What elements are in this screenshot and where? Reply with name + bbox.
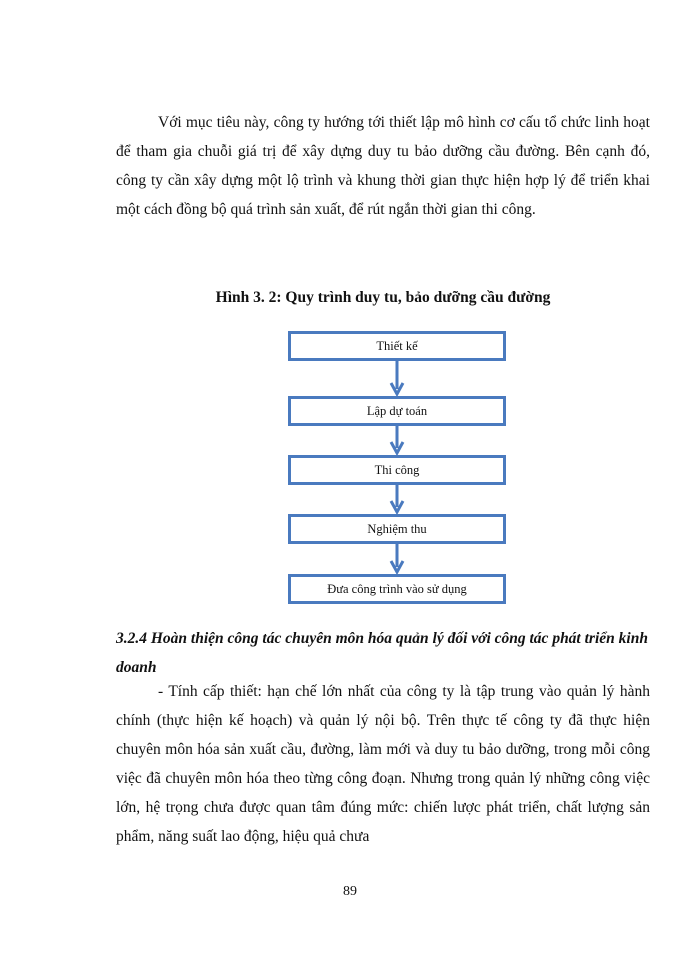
flow-arrow-3 bbox=[389, 485, 405, 514]
flow-arrow-4 bbox=[389, 544, 405, 574]
flow-arrow-2 bbox=[389, 426, 405, 455]
flow-step-design: Thiết kế bbox=[288, 331, 506, 361]
flow-step-estimate: Lập dự toán bbox=[288, 396, 506, 426]
body-paragraph: - Tính cấp thiết: hạn chế lớn nhất của công ty là tập trung vào quản lý hành chính (thực hiện kế hoạch) và quản lý nội bộ. Trên thực tế công ty đã thực hiện chuyên môn hóa sản xuất cầu, đường, làm mới và duy tu bảo dưỡng, trong mỗi công việc đã chuyên môn hóa theo từng công đoạn. Nhưng trong quản lý những công việc lớn, hệ trọng chưa được quan tâm đúng mức: chiến lược phát triển, chất lượng sản phẩm, năng suất lao động, hiệu quả chưa bbox=[116, 683, 650, 845]
section-heading: 3.2.4 Hoàn thiện công tác chuyên môn hóa quản lý đối với công tác phát triển kinh doanh bbox=[116, 630, 648, 676]
intro-paragraph: Với mục tiêu này, công ty hướng tới thiết lập mô hình cơ cấu tổ chức linh hoạt để tham gia chuỗi giá trị để xây dựng duy tu bảo dưỡng cầu đường. Bên cạnh đó, công ty cần xây dựng một lộ trình và khung thời gian thực hiện hợp lý để triển khai một cách đồng bộ quá trình sản xuất, để rút ngắn thời gian thi công. bbox=[116, 114, 650, 218]
flow-step-acceptance: Nghiệm thu bbox=[288, 514, 506, 544]
page-number: 89 bbox=[343, 884, 357, 899]
flow-step-construction: Thi công bbox=[288, 455, 506, 485]
figure-caption: Hình 3. 2: Quy trình duy tu, bảo dưỡng cầu đường bbox=[215, 289, 551, 306]
flow-step-commissioning: Đưa công trình vào sử dụng bbox=[288, 574, 506, 604]
flow-arrow-1 bbox=[389, 361, 405, 396]
